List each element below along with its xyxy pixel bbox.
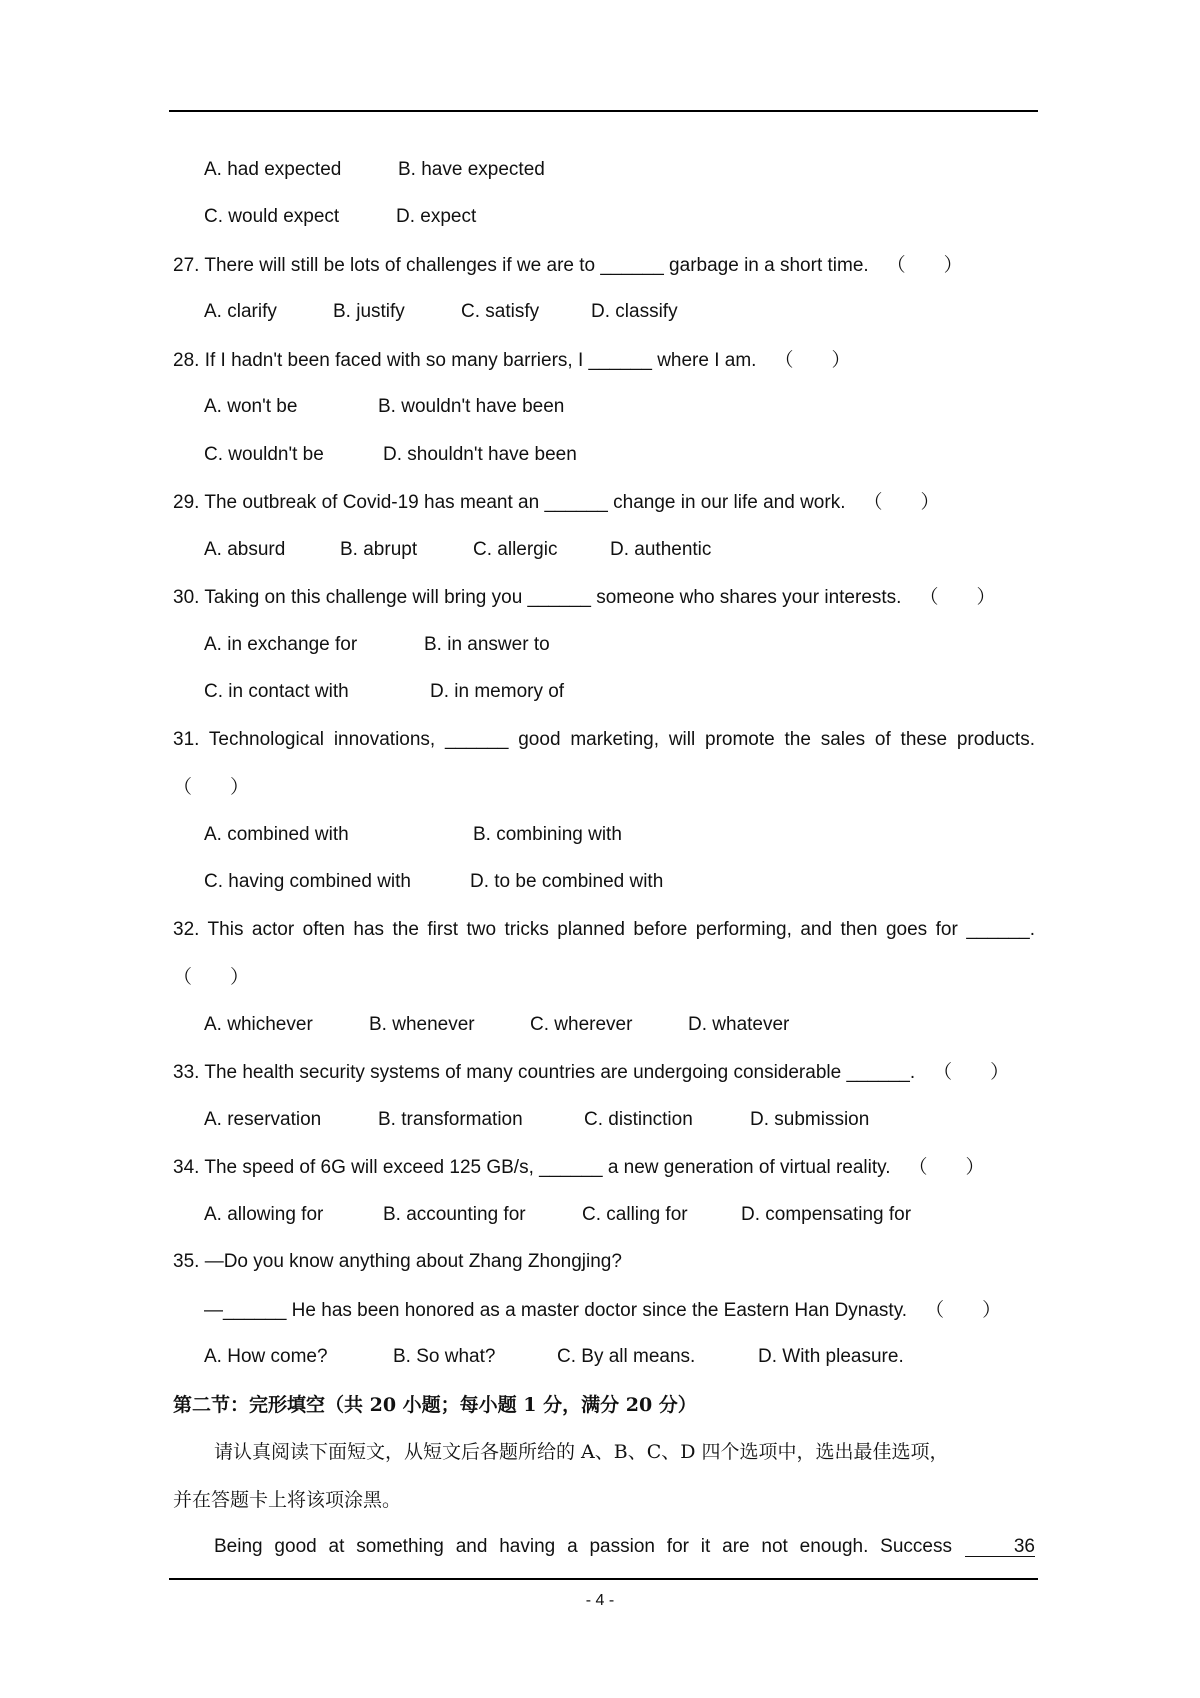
q33-option-a[interactable]: A. reservation [204, 1109, 322, 1130]
q29-text-end: change in our life and work. [607, 492, 846, 513]
q26-options-row2 [0, 205, 1200, 229]
q33-option-d[interactable]: D. submission [750, 1109, 870, 1130]
q29-option-c[interactable]: C. allergic [473, 539, 558, 560]
q31-option-b[interactable]: B. combining with [473, 824, 622, 845]
q33-text-end: . [909, 1062, 916, 1083]
q31-blank: ______ [445, 729, 509, 750]
q33-text: 33. The health security systems of many countries are undergoing considerable [173, 1062, 847, 1083]
q34-option-a[interactable]: A. allowing for [204, 1204, 324, 1225]
q34-options [0, 1203, 1200, 1227]
q26-option-a[interactable]: A. had expected [204, 159, 342, 180]
q30-option-a[interactable]: A. in exchange for [204, 634, 358, 655]
q32-blank: ______ [966, 919, 1030, 940]
q26-option-d[interactable]: D. expect [396, 206, 477, 227]
header-rule [169, 110, 1038, 112]
q35-reply [204, 1298, 1001, 1323]
q34-stem [173, 1155, 985, 1180]
q27-text-end: garbage in a short time. [663, 255, 869, 276]
q30-option-b[interactable]: B. in answer to [424, 634, 550, 655]
q27-stem [173, 253, 963, 278]
q28-option-c[interactable]: C. wouldn't be [204, 444, 324, 465]
q33-options [0, 1108, 1200, 1132]
q31-text: 31. Technological innovations, [173, 729, 446, 750]
q28-options-row1 [0, 395, 1200, 419]
q26-options-row1 [0, 158, 1200, 182]
q28-stem [173, 348, 850, 373]
q27-option-b[interactable]: B. justify [333, 301, 405, 322]
q31-answer-paren[interactable]: （ ） [173, 776, 250, 798]
q30-option-d[interactable]: D. in memory of [430, 681, 565, 702]
q35-option-b[interactable]: B. So what? [393, 1346, 496, 1367]
q28-text: 28. If I hadn't been faced with so many barriers, I [173, 350, 589, 371]
q28-text-end: where I am. [651, 350, 757, 371]
q28-options-row2 [0, 443, 1200, 467]
q30-text-end: someone who shares your interests. [590, 587, 902, 608]
q35-option-c[interactable]: C. By all means. [557, 1346, 696, 1367]
cloze-blank-36-number: 36 [1013, 1536, 1035, 1557]
q31-text-end: good marketing, will promote the sales of these products. [508, 729, 1035, 750]
q32-option-c[interactable]: C. wherever [530, 1014, 633, 1035]
q30-options-row2 [0, 680, 1200, 704]
q29-option-a[interactable]: A. absurd [204, 539, 286, 560]
q31-stem [173, 728, 1035, 752]
q32-option-b[interactable]: B. whenever [369, 1014, 475, 1035]
section2-heading: 第二节：完形填空（共 20 小题；每小题 1 分，满分 20 分） [173, 1394, 697, 1416]
q27-option-d[interactable]: D. classify [591, 301, 678, 322]
q27-option-a[interactable]: A. clarify [204, 301, 277, 322]
footer-rule [169, 1578, 1038, 1580]
q32-option-d[interactable]: D. whatever [688, 1014, 790, 1035]
q31-options-row1 [0, 823, 1200, 847]
q33-blank: ______ [846, 1062, 910, 1083]
q26-option-b[interactable]: B. have expected [398, 159, 545, 180]
q34-option-b[interactable]: B. accounting for [383, 1204, 526, 1225]
q28-option-d[interactable]: D. shouldn't have been [383, 444, 577, 465]
q31-options-row2 [0, 870, 1200, 894]
q30-stem [173, 585, 995, 610]
q29-text: 29. The outbreak of Covid-19 has meant an [173, 492, 545, 513]
q35-answer-paren[interactable]: （ ） [925, 1299, 1002, 1321]
q26-option-c[interactable]: C. would expect [204, 206, 340, 227]
q30-option-c[interactable]: C. in contact with [204, 681, 349, 702]
q35-text-end: He has been honored as a master doctor since the Eastern Han Dynasty. [286, 1300, 908, 1321]
q27-text: 27. There will still be lots of challenges if we are to [173, 255, 601, 276]
q28-answer-paren[interactable]: （ ） [774, 349, 851, 371]
q35-blank: ______ [223, 1300, 287, 1321]
cloze-blank-36[interactable] [965, 1538, 1035, 1557]
page-number: - 4 - [585, 1592, 615, 1609]
q32-answer-paren[interactable]: （ ） [173, 966, 250, 988]
cloze-passage-text: Being good at something and having a passion for it are not enough. Success [214, 1536, 952, 1557]
q32-options [0, 1013, 1200, 1037]
q33-option-c[interactable]: C. distinction [584, 1109, 693, 1130]
q33-answer-paren[interactable]: （ ） [933, 1061, 1010, 1083]
q35-options [0, 1345, 1200, 1369]
q34-blank: ______ [539, 1157, 603, 1178]
q31-option-a[interactable]: A. combined with [204, 824, 349, 845]
q30-answer-paren[interactable]: （ ） [919, 586, 996, 608]
q32-option-a[interactable]: A. whichever [204, 1014, 313, 1035]
q32-text: 32. This actor often has the first two tricks planned before performing, and then goes for [173, 919, 967, 940]
section2-instruction-line2: 并在答题卡上将该项涂黑。 [173, 1489, 402, 1511]
q33-option-b[interactable]: B. transformation [378, 1109, 523, 1130]
q33-stem [173, 1060, 1009, 1085]
q27-answer-paren[interactable]: （ ） [886, 254, 963, 276]
cloze-passage-start [214, 1535, 1035, 1559]
q32-stem [173, 918, 1035, 942]
q29-blank: ______ [544, 492, 608, 513]
q34-text: 34. The speed of 6G will exceed 125 GB/s, [173, 1157, 540, 1178]
q29-stem [173, 490, 940, 515]
q35-option-a[interactable]: A. How come? [204, 1346, 328, 1367]
q29-option-d[interactable]: D. authentic [610, 539, 712, 560]
q29-options [0, 538, 1200, 562]
q30-options-row1 [0, 633, 1200, 657]
q35-option-d[interactable]: D. With pleasure. [758, 1346, 904, 1367]
q35-stem: 35. —Do you know anything about Zhang Zhongjing? [173, 1251, 622, 1272]
q34-option-d[interactable]: D. compensating for [741, 1204, 912, 1225]
q27-option-c[interactable]: C. satisfy [461, 301, 540, 322]
q29-answer-paren[interactable]: （ ） [863, 491, 940, 513]
q34-answer-paren[interactable]: （ ） [908, 1156, 985, 1178]
q28-option-b[interactable]: B. wouldn't have been [378, 396, 565, 417]
q34-option-c[interactable]: C. calling for [582, 1204, 688, 1225]
q28-blank: ______ [588, 350, 652, 371]
q28-option-a[interactable]: A. won't be [204, 396, 298, 417]
q29-option-b[interactable]: B. abrupt [340, 539, 418, 560]
q27-options [0, 300, 1200, 324]
q30-blank: ______ [527, 587, 591, 608]
q35-dash: — [204, 1300, 223, 1321]
q31-option-d[interactable]: D. to be combined with [470, 871, 664, 892]
q30-text: 30. Taking on this challenge will bring you [173, 587, 528, 608]
q31-option-c[interactable]: C. having combined with [204, 871, 411, 892]
q32-text-end: . [1029, 919, 1035, 940]
section2-instruction-line1: 请认真阅读下面短文，从短文后各题所给的 A、B、C、D 四个选项中，选出最佳选项， [214, 1441, 949, 1463]
q34-text-end: a new generation of virtual reality. [602, 1157, 891, 1178]
q27-blank: ______ [600, 255, 664, 276]
